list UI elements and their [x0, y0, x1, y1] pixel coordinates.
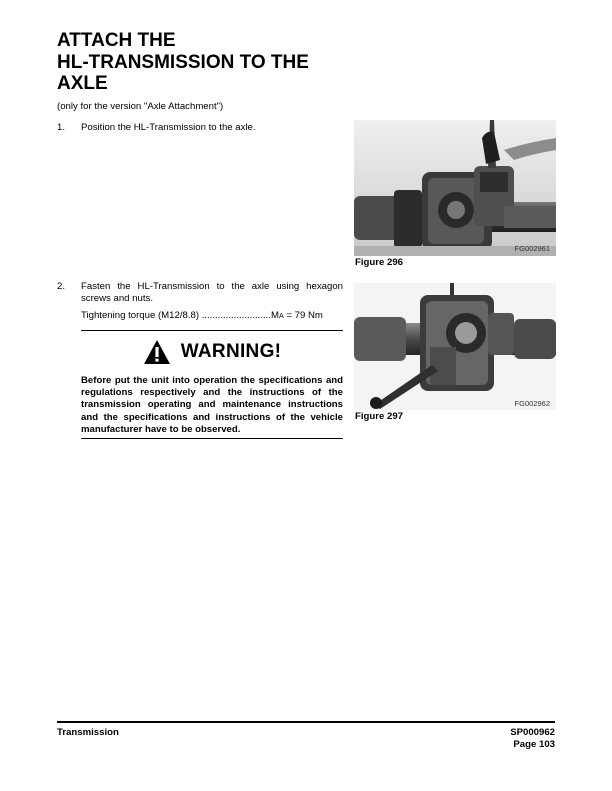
- torque-dots: ..........................: [199, 310, 272, 321]
- torque-symbol: M: [271, 310, 280, 321]
- title-line-2: HL-TRANSMISSION TO THE: [57, 51, 309, 73]
- step-1-number: 1.: [57, 122, 66, 133]
- footer-rule: [57, 721, 555, 723]
- title-line-1: ATTACH THE: [57, 30, 176, 51]
- transmission-fastening-illustration: [354, 283, 556, 410]
- warning-bottom-rule: [81, 438, 343, 439]
- transmission-lifted-illustration: [354, 120, 556, 256]
- torque-spec: [81, 310, 343, 323]
- torque-label: Tightening torque (M12/8.8): [81, 310, 200, 321]
- figure-296-caption: Figure 296: [355, 257, 403, 268]
- warning-title: WARNING!: [180, 341, 282, 362]
- figure-296-photo: [354, 120, 556, 256]
- warning-body: Before put the unit into operation the specifications and regulations respectively and the instructions of the transmission operating and maintenance instructions and the specifications and instructions of the vehicle manufacturer have to be observed.: [81, 375, 343, 435]
- footer-doc-id: SP000962: [510, 727, 555, 738]
- figure-297-caption: Figure 297: [355, 411, 403, 422]
- step-2-text: Fasten the HL-Transmission to the axle using hexagon screws and nuts.: [81, 281, 343, 304]
- footer-page-number: Page 103: [513, 739, 555, 750]
- warning-header: [81, 337, 343, 367]
- warning-triangle-icon: [143, 339, 171, 365]
- torque-subscript: A: [279, 313, 284, 320]
- step-1-text: Position the HL-Transmission to the axle.: [81, 122, 256, 133]
- footer-info: [455, 727, 555, 751]
- warning-top-rule: [81, 330, 343, 331]
- subtitle: (only for the version "Axle Attachment"): [57, 101, 224, 112]
- footer-section: Transmission: [57, 727, 119, 738]
- torque-value: = 79 Nm: [283, 310, 323, 321]
- figure-297-photo: [354, 283, 556, 410]
- title-line-3: AXLE: [57, 73, 108, 94]
- page-title: [57, 30, 357, 95]
- step-2-number: 2.: [57, 281, 66, 292]
- figure-297-code: FG002962: [514, 399, 550, 408]
- figure-296-code: FG002961: [514, 244, 550, 253]
